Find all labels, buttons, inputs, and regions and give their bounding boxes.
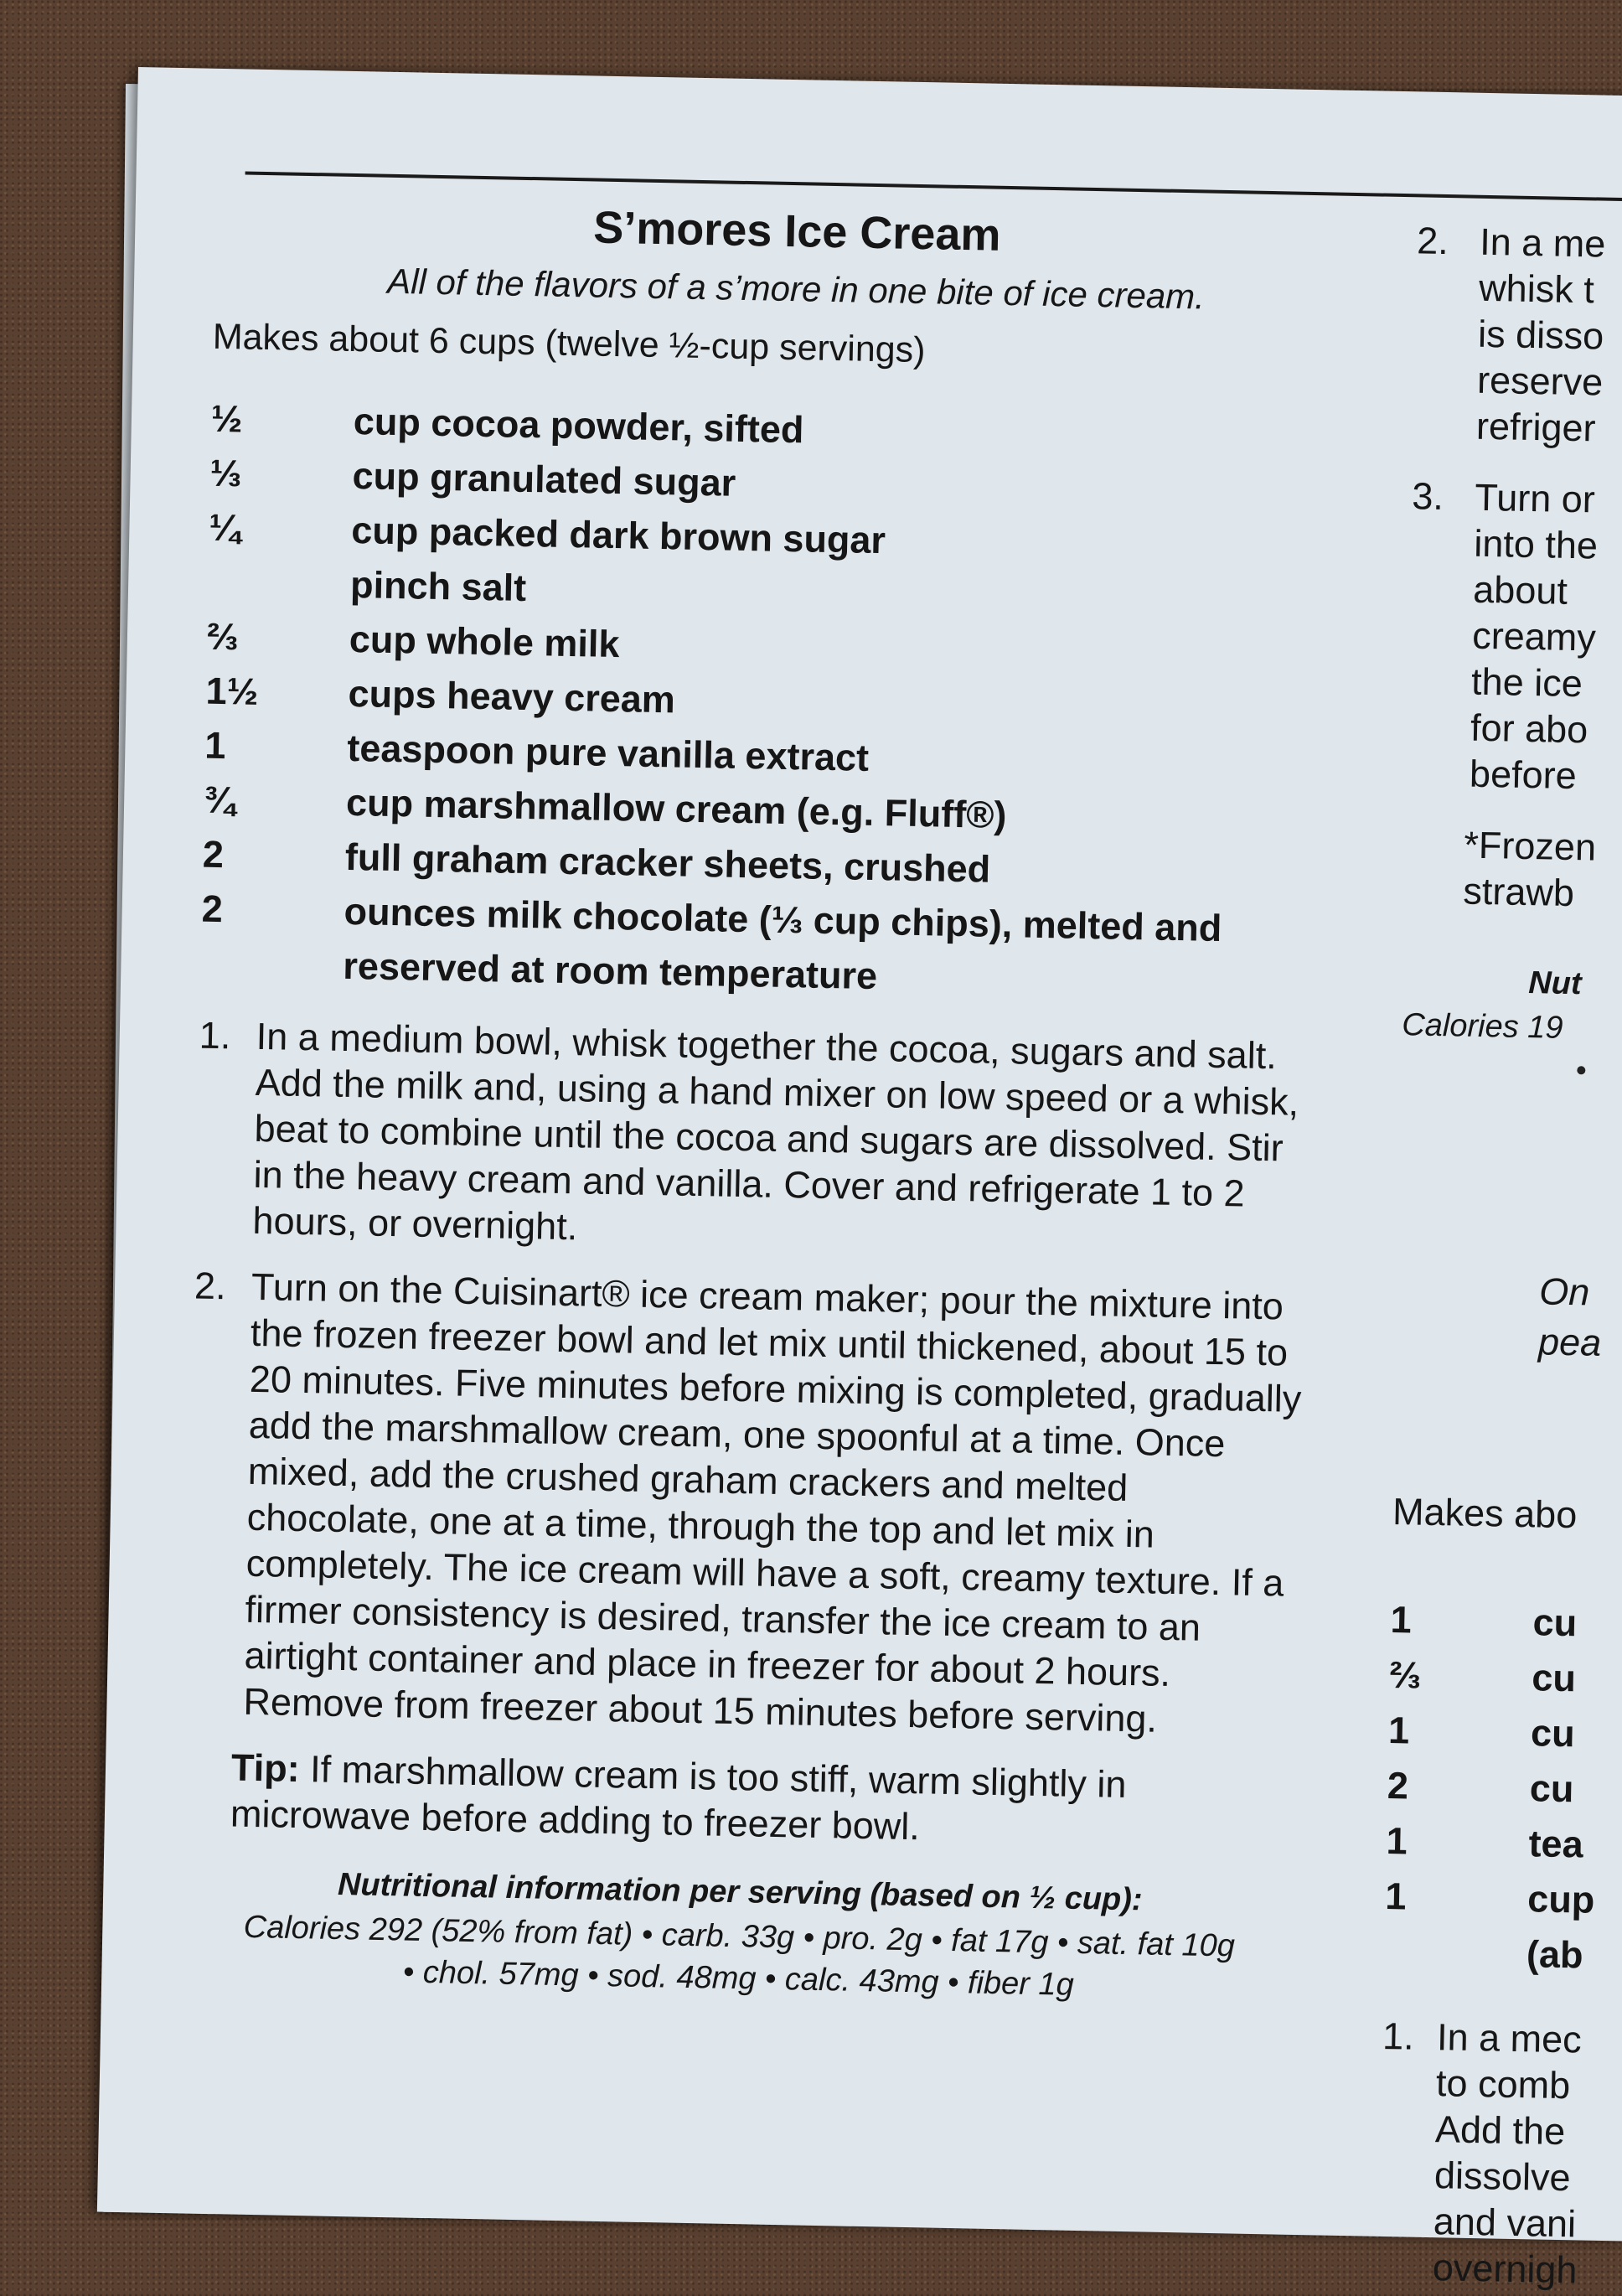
adjacent-step-line: In a me bbox=[1479, 220, 1606, 266]
adjacent-step-line: for abo bbox=[1470, 706, 1588, 752]
adjacent-step-text bbox=[1432, 2014, 1582, 2293]
adjacent-ingredient-row bbox=[1389, 1647, 1622, 1709]
adjacent-ingredient-row bbox=[1383, 1924, 1622, 1986]
adjacent-ingredient-quantity: 1 bbox=[1387, 1709, 1410, 1752]
adjacent-ingredient-quantity: ⅔ bbox=[1388, 1653, 1422, 1697]
adjacent-step-line: reserve bbox=[1476, 358, 1604, 404]
adjacent-step-text bbox=[1470, 474, 1599, 799]
adjacent-step-line: about bbox=[1472, 567, 1568, 613]
adjacent-nutrition-heading: Nut bbox=[1527, 965, 1583, 1002]
ingredient-quantity: 2 bbox=[201, 887, 224, 931]
tip-label: Tip: bbox=[230, 1745, 301, 1791]
nutrition-line-1: Calories 292 (52% from fat) • carb. 33g • pro. 2g • fat 17g • sat. fat 10g bbox=[243, 1909, 1236, 1964]
ingredient-quantity: 1 bbox=[204, 723, 226, 768]
adjacent-intro-line: On bbox=[1538, 1270, 1590, 1314]
ingredient-quantity: ¼ bbox=[208, 505, 241, 550]
adjacent-nutrition-text: Calories 19 bbox=[1401, 1007, 1563, 1046]
adjacent-ingredient-text: cu bbox=[1531, 1656, 1577, 1700]
step-text: In a medium bowl, whisk together the cocoa, sugars and salt. Add the milk and, using a hand mixer on low speed or a whisk, beat to combine until the cocoa and sugars are dissolved. Stir in the heavy cream and vanilla. Cover and refrigerate 1 to 2 hours, or overnight. bbox=[252, 1014, 1299, 1249]
adjacent-step-text bbox=[1476, 219, 1606, 452]
adjacent-ingredient-text: cu bbox=[1529, 1766, 1574, 1811]
adjacent-note bbox=[1404, 820, 1622, 919]
ingredient-text: teaspoon pure vanilla extract bbox=[346, 726, 870, 779]
adjacent-step-line: the ice bbox=[1470, 659, 1583, 706]
nutrition-line-2: • chol. 57mg • sod. 48mg • calc. 43mg • fiber 1g bbox=[402, 1954, 1075, 2003]
adjacent-step-line: Add the bbox=[1434, 2107, 1566, 2154]
ingredient-quantity: ¾ bbox=[203, 778, 236, 822]
adjacent-ingredient-text: tea bbox=[1528, 1822, 1584, 1866]
ingredient-text: full graham cracker sheets, crushed bbox=[344, 835, 991, 891]
adjacent-step-line: Turn or bbox=[1474, 475, 1596, 521]
adjacent-step-number: 3. bbox=[1411, 474, 1444, 518]
ingredient-text: cup marshmallow cream (e.g. Fluff®) bbox=[345, 780, 1007, 837]
step-text: Turn on the Cuisinart® ice cream maker; pour the mixture into the frozen freezer bowl and let mix until thickened, about 15 to 20 minutes. Five minutes before mixing is completed, gradually add the marshmallow cream, one spoonful at a time. Once mixed, add the crushed graham crackers and melted chocolate, one at a time, through the top and let mix in completely. The ice cream will have a soft, creamy texture. If a firmer consistency is desired, transfer the ice cream to an airtight container and place in freezer for about 2 hours. Remove from freezer about 15 minutes before serving. bbox=[243, 1264, 1302, 1740]
ingredient-quantity: ½ bbox=[210, 396, 243, 441]
adjacent-step-line: whisk t bbox=[1478, 266, 1595, 312]
ingredient-quantity: 1½ bbox=[205, 669, 259, 713]
nutrition-heading: Nutritional information per serving (based on ½ cup): bbox=[337, 1866, 1143, 1918]
adjacent-step-number: 1. bbox=[1382, 2014, 1415, 2058]
ingredient-text: cups heavy cream bbox=[348, 671, 676, 721]
step-number: 2. bbox=[194, 1264, 227, 1308]
adjacent-step-line: to comb bbox=[1435, 2061, 1571, 2107]
adjacent-nutrition-line bbox=[1401, 1007, 1622, 1086]
adjacent-steps bbox=[1407, 217, 1622, 802]
adjacent-ingredient-text: cup bbox=[1526, 1877, 1595, 1921]
recipe-page bbox=[97, 67, 1622, 2292]
top-rule bbox=[245, 171, 1622, 202]
recipe-yield: Makes about 6 cups (twelve ½-cup servings) bbox=[212, 316, 926, 371]
adjacent-step bbox=[1377, 2013, 1622, 2296]
adjacent-ingredient-text: cu bbox=[1530, 1711, 1576, 1756]
adjacent-note-line: strawb bbox=[1462, 869, 1575, 915]
ingredient-list bbox=[200, 391, 1325, 1011]
adjacent-recipe-column bbox=[1377, 217, 1622, 2296]
adjacent-step-line: creamy bbox=[1471, 613, 1597, 659]
ingredient-quantity: ⅓ bbox=[209, 451, 242, 495]
adjacent-step-line: into the bbox=[1473, 521, 1599, 567]
adjacent-ingredient-list bbox=[1383, 1592, 1622, 1986]
adjacent-ingredient-row bbox=[1390, 1592, 1622, 1654]
adjacent-ingredient-quantity: 1 bbox=[1384, 1874, 1407, 1918]
ingredient-text: cup packed dark brown sugar bbox=[350, 508, 886, 562]
adjacent-step bbox=[1407, 473, 1622, 802]
step-item bbox=[195, 1012, 1314, 1264]
adjacent-intro bbox=[1396, 1264, 1622, 1371]
ingredient-row bbox=[200, 882, 1316, 1012]
adjacent-yield: Makes abo bbox=[1392, 1490, 1578, 1537]
step-item bbox=[186, 1263, 1309, 1745]
ingredient-quantity: 2 bbox=[202, 832, 225, 877]
ingredient-quantity: ⅔ bbox=[206, 614, 239, 659]
adjacent-ingredient-text: cu bbox=[1532, 1600, 1578, 1645]
adjacent-step-number: 2. bbox=[1416, 219, 1449, 263]
tip-text: If marshmallow cream is too stiff, warm slightly in microwave before adding to freezer bowl. bbox=[230, 1747, 1127, 1849]
adjacent-step bbox=[1413, 217, 1622, 454]
adjacent-ingredient-quantity: 1 bbox=[1386, 1818, 1408, 1863]
ingredient-text: ounces milk chocolate (⅓ cup chips), melted and reserved at room temperature bbox=[342, 889, 1222, 998]
adjacent-step-line: dissolve bbox=[1433, 2154, 1572, 2200]
adjacent-note-line: *Frozen bbox=[1463, 823, 1597, 869]
adjacent-step-line: In a mec bbox=[1436, 2015, 1583, 2061]
step-number: 1. bbox=[199, 1013, 231, 1058]
adjacent-ingredient-text: (ab bbox=[1526, 1932, 1584, 1977]
bullet-icon bbox=[1577, 1066, 1585, 1074]
recipe-subtitle: All of the flavors of a s’more in one bite of ice cream. bbox=[386, 261, 1206, 317]
adjacent-ingredient-quantity bbox=[1383, 1924, 1526, 1982]
step-list bbox=[186, 1012, 1314, 1745]
adjacent-step-line: refriger bbox=[1475, 404, 1597, 450]
recipe-column bbox=[181, 194, 1330, 2010]
ingredient-text: cup cocoa powder, sifted bbox=[353, 400, 804, 452]
adjacent-ingredient-row bbox=[1386, 1813, 1622, 1875]
tip bbox=[183, 1743, 1299, 1857]
adjacent-step-line: before bbox=[1469, 752, 1578, 798]
recipe-title: S’mores Ice Cream bbox=[592, 202, 1002, 261]
nutrition-facts bbox=[181, 1905, 1297, 2010]
adjacent-ingredient-row bbox=[1385, 1869, 1622, 1931]
adjacent-steps-2 bbox=[1377, 2013, 1622, 2296]
adjacent-step-line: is disso bbox=[1477, 312, 1604, 358]
adjacent-ingredient-quantity: 1 bbox=[1390, 1598, 1413, 1642]
ingredient-text: cup granulated sugar bbox=[352, 454, 736, 504]
ingredient-quantity bbox=[208, 555, 351, 612]
ingredient-text: pinch salt bbox=[349, 562, 527, 610]
adjacent-ingredient-row bbox=[1388, 1703, 1622, 1765]
adjacent-step-line: overnigh bbox=[1432, 2246, 1578, 2292]
ingredient-text: cup whole milk bbox=[349, 617, 620, 666]
adjacent-ingredient-quantity: 2 bbox=[1387, 1764, 1409, 1807]
adjacent-step-line: and vani bbox=[1433, 2200, 1577, 2246]
adjacent-ingredient-row bbox=[1387, 1758, 1622, 1820]
adjacent-intro-line: pea bbox=[1537, 1320, 1602, 1364]
